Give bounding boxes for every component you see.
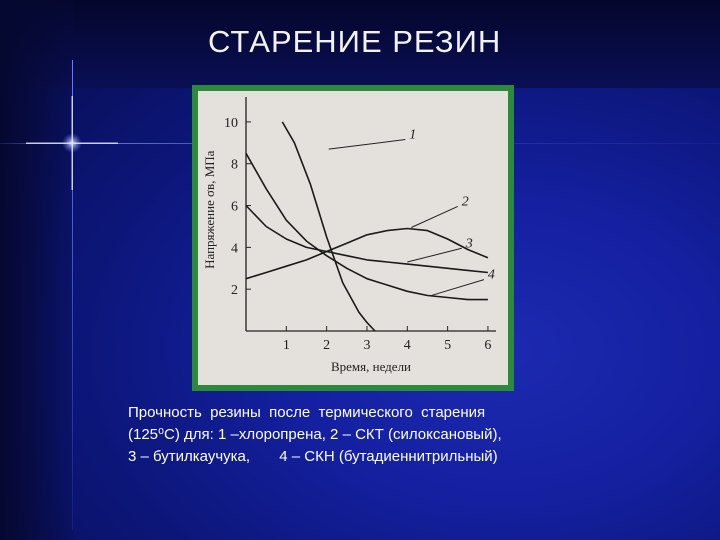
x-tick-label: 4	[403, 338, 411, 353]
series-leader-1	[329, 140, 406, 150]
slide-title: СТАРЕНИЕ РЕЗИН	[208, 24, 502, 59]
series-line-4	[246, 153, 488, 299]
x-tick-label: 3	[363, 338, 371, 353]
series-label-3: 3	[465, 236, 473, 252]
x-tick-label: 2	[323, 338, 331, 353]
series-label-1: 1	[409, 127, 417, 143]
sparkle-icon	[22, 92, 122, 192]
series-leader-2	[411, 206, 457, 227]
caption-line-1: Прочность резины после термического старения	[128, 404, 486, 421]
caption-line-3: 3 – бутилкаучука, 4 – СКН (бутадиеннитрильный)	[128, 448, 498, 465]
series-line-1	[282, 122, 375, 331]
x-tick-label: 5	[444, 338, 452, 353]
series-label-4: 4	[487, 267, 495, 283]
series-label-2: 2	[461, 194, 469, 210]
series-line-3	[246, 206, 488, 273]
series-leader-3	[407, 248, 461, 262]
y-tick-label: 4	[231, 241, 238, 257]
caption	[128, 402, 628, 468]
series-leader-4	[431, 280, 483, 296]
y-tick-label: 8	[231, 157, 238, 173]
aging-chart	[198, 91, 508, 385]
y-tick-label: 10	[224, 115, 238, 131]
y-tick-label: 6	[231, 199, 238, 215]
x-tick-label: 1	[282, 338, 290, 353]
caption-line-2: (125⁰С) для: 1 –хлоропрена, 2 – СКТ (силоксановый),	[128, 426, 502, 443]
y-tick-label: 2	[231, 283, 238, 299]
left-strip	[0, 0, 74, 540]
y-axis-label: Напряжение σв, МПа	[202, 150, 217, 269]
x-axis-label: Время, недели	[330, 359, 412, 374]
x-tick-label: 6	[484, 338, 492, 353]
